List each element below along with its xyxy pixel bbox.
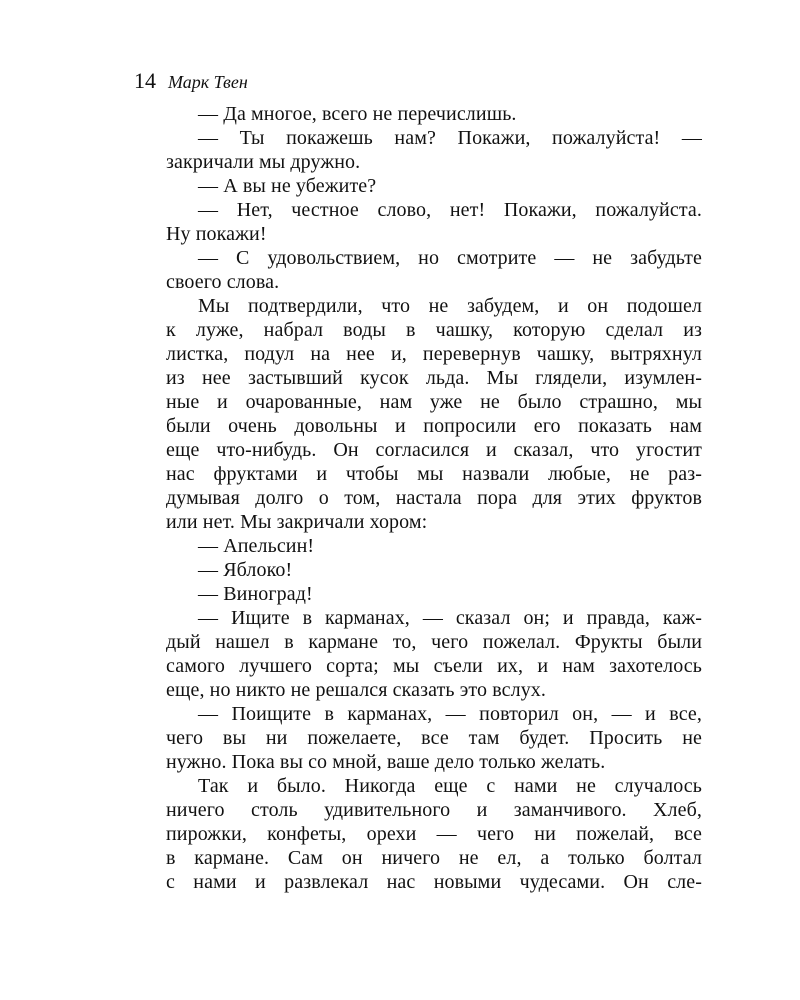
paragraph	[134, 294, 702, 534]
text-line: из нее застывший кусок льда. Мы глядели, изумлен-	[166, 367, 702, 389]
text-line: — С удовольствием, но смотрите — не забудьте	[198, 247, 702, 269]
paragraph	[134, 702, 702, 774]
book-page	[134, 68, 702, 894]
text-line: ные и очарованные, нам уже не было страшно, мы	[166, 391, 702, 413]
text-line: еще, но никто не решался сказать это вслух.	[166, 679, 546, 701]
text-line: нужно. Пока вы со мной, ваше дело только желать.	[166, 751, 606, 773]
text-line: — Ищите в карманах, — сказал он; и правда, каж-	[198, 607, 702, 629]
paragraph	[134, 198, 702, 246]
text-line: — Нет, честное слово, нет! Покажи, пожалуйста.	[198, 199, 702, 221]
text-body	[134, 102, 702, 894]
page-number: 14	[134, 68, 156, 93]
text-line: Ну покажи!	[166, 223, 267, 245]
text-line: чего вы ни пожелаете, все там будет. Просить не	[166, 727, 702, 749]
paragraph	[134, 174, 702, 198]
text-line: с нами и развлекал нас новыми чудесами. Он сле-	[166, 871, 702, 893]
paragraph	[134, 774, 702, 894]
running-head	[134, 68, 702, 102]
text-line: ничего столь удивительного и заманчивого. Хлеб,	[166, 799, 702, 821]
text-line: — Да многое, всего не перечислишь.	[198, 103, 517, 125]
text-line: — Яблоко!	[198, 559, 293, 581]
paragraph	[134, 582, 702, 606]
text-line: своего слова.	[166, 271, 280, 293]
text-line: были очень довольны и попросили его показать нам	[166, 415, 702, 437]
text-line: самого лучшего сорта; мы съели их, и нам захотелось	[166, 655, 702, 677]
paragraph	[134, 534, 702, 558]
text-line: Мы подтвердили, что не забудем, и он подошел	[198, 295, 702, 317]
text-line: или нет. Мы закричали хором:	[166, 511, 428, 533]
text-line: еще что-нибудь. Он согласился и сказал, что угостит	[166, 439, 702, 461]
text-line: — Апельсин!	[198, 535, 315, 557]
text-line: нас фруктами и чтобы мы назвали любые, не раз-	[166, 463, 702, 485]
text-line: пирожки, конфеты, орехи — чего ни пожелай, все	[166, 823, 702, 845]
book-author: Марк Твен	[168, 72, 248, 92]
paragraph	[134, 246, 702, 294]
text-line: к луже, набрал воды в чашку, которую сделал из	[166, 319, 702, 341]
text-line: листка, подул на нее и, перевернув чашку, вытряхнул	[166, 343, 702, 365]
paragraph	[134, 102, 702, 126]
text-line: Так и было. Никогда еще с нами не случалось	[198, 775, 702, 797]
text-line: дый нашел в кармане то, чего пожелал. Фрукты были	[166, 631, 702, 653]
text-line: — Поищите в карманах, — повторил он, — и все,	[198, 703, 702, 725]
text-line: в кармане. Сам он ничего не ел, а только болтал	[166, 847, 702, 869]
paragraph	[134, 126, 702, 174]
text-line: — Ты покажешь нам? Покажи, пожалуйста! —	[198, 127, 702, 149]
text-line: думывая долго о том, настала пора для этих фруктов	[166, 487, 702, 509]
text-line: — А вы не убежите?	[198, 175, 377, 197]
text-line: закричали мы дружно.	[166, 151, 361, 173]
paragraph	[134, 606, 702, 702]
paragraph	[134, 558, 702, 582]
text-line: — Виноград!	[198, 583, 313, 605]
